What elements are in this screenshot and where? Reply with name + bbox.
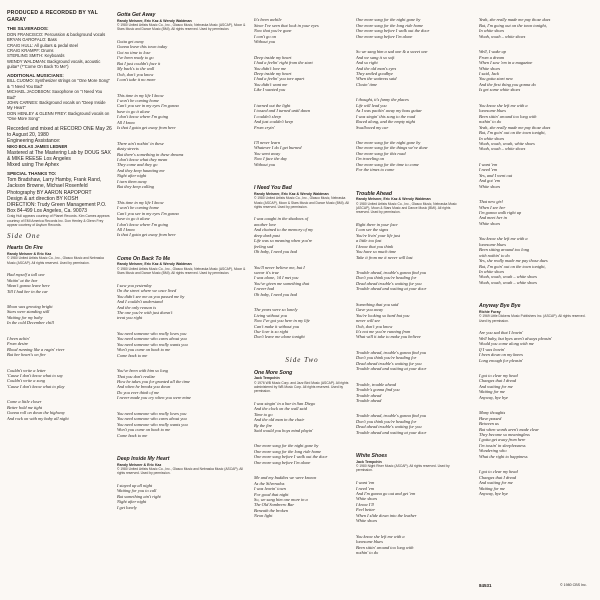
song-publishing: © 1980 Night River Music (ASCAP). All rights reserved. Used by permission. <box>356 464 450 473</box>
lyric-stanza: I was singin' in a bar in San Diego And the clock on the wall said Time to go And the old man in the chair By the fire Said would you boys mind playin' <box>254 400 316 433</box>
song-writers: Jack Tempchin <box>356 459 382 464</box>
lyric-stanza: I got to clear my head Changes that I dread And waiting for me Waiting for me Anyway, bye bye <box>479 469 518 496</box>
song-hearts-on-fire <box>7 245 112 431</box>
song-writers: Randy Meisner, Eric Kaz & Wendy Waldman <box>117 262 192 267</box>
band-member: BRYAN GAROFALO: Bass <box>7 37 57 43</box>
song-title: Anyway Bye Bye <box>479 303 521 310</box>
lyric-stanza: I was caught in the shadows of another love And chained to the memory of my deep dark past Life was so meaning when you're feeling sad Oh baby, I need you bad <box>254 216 314 255</box>
additional-heading: ADDITIONAL MUSICIANS: <box>7 72 64 78</box>
song-publishing: © 1980 United Artists Music Co., Inc., Glasco Music, Nebraska Music (ASCAP), Moon & Stars Music and Dance Music (BMI). All rights reserved. Used by permission. <box>117 266 246 276</box>
lyric-stanza: Something that you said Gave you away You're looking so hard but you never will see Ooh, don't you know It's not me you're running from What will it take to make you believe <box>356 301 421 340</box>
lyric-stanza: You know she left me with a lonesome blues Been sittin' around too long with nothin' to do <box>356 533 414 556</box>
lyrics-column-5 <box>479 10 593 514</box>
song-anyway-bye-bye <box>479 303 593 506</box>
lyric-stanza: You need someone who really loves you You need someone who cares about you You need someone who really wants you Won't you come on back to me Come back to me <box>117 330 188 358</box>
song-deep-inside <box>117 456 247 520</box>
lyric-stanza: That new girl When I see her I'm gonna walk right up And meet her in White shoes <box>479 199 522 226</box>
thanks-list: Tom Bradshaw, Larry Hamby, Frank Rand, Jackson Browne, Michael Rosenfeld <box>7 177 102 190</box>
band-heading: THE SILVERADOS: <box>7 26 49 31</box>
lyric-stanza: Right there in your face I can see the signs You're livin' your life just a little too fast I know that you think You have so much time Take it from me it never will last <box>356 221 413 260</box>
song-trouble-ahead <box>356 191 460 445</box>
lyric-stanza: Trouble ahead, trouble's gonna find you Don't you think you're heading for Dead ahead trouble's waiting for you Trouble ahead and waiting at your door <box>356 413 427 435</box>
song-publishing: © 1976 WB Music Corp. and Jazz Bird Music (ASCAP). All rights administered by WB Music Corp. All rights reserved. Used by permission. <box>254 380 349 394</box>
song-writers: Randy Meisner, Eric Kaz & Wendy Waldman <box>117 18 192 23</box>
band-member: DON FRANCISCO: Percussion & background vocals <box>7 31 106 37</box>
lyric-stanza: I saw you yesterday On the street where we once lived You didn't see me as you passed me by And I couldn't understand And the only reason is The one you're with just doesn't treat you right <box>117 282 185 321</box>
lyric-stanza: Trouble ahead, trouble's gonna find you Don't you think you're heading for Dead ahead trouble's waiting for you Trouble ahead and waiting at your door <box>356 349 427 372</box>
song-title: Trouble Ahead <box>356 190 393 197</box>
additional-musician: MICHAEL JACOBSON: Saxophone on "I Need You Bad" <box>7 89 103 100</box>
song-writers: Randy Meisner, Eric Kaz & Wendy Waldman <box>356 197 431 202</box>
lyric-stanza: Trouble, trouble ahead Trouble's gonna find you Trouble ahead Trouble ahead <box>356 381 400 403</box>
song-white-shoes <box>356 453 460 565</box>
lyric-stanza: I'll never learn Whatever I do I get burned You went away Now I face the day Without you <box>254 140 302 167</box>
lyric-stanza: So we sang him a sad one & a sweet one And we sang it so soft And so right And the old man's eyes They smiled goodbye When the waitress said Closin' time <box>356 49 428 87</box>
produced-by: PRODUCED & RECORDED BY YAL GARAY <box>7 10 98 23</box>
lyric-stanza: I got to clear my head Changes that I dread And waiting for me Waiting for me Anyway, bye bye <box>479 372 518 400</box>
song-publishing: © 1969 Little Dickens Music Publishers Inc. (ASCAP). All rights reserved. Used by permission. <box>479 314 586 323</box>
song-title: I Need You Bad <box>254 185 292 192</box>
catalog-number: 84531 <box>479 583 492 588</box>
credits-column <box>7 10 112 439</box>
lyrics-column-2 <box>117 10 247 528</box>
song-deep-inside-continued <box>254 12 350 177</box>
song-publishing: © 1980 United Artists Music Co., Inc., Glasco Music and Nebraska Music (ASCAP). All rights reserved. Used by permission. <box>117 467 243 476</box>
lyric-stanza: One more song for the night gone by One more song for the long ride home One more song before I walk out the door One more song before I'm alone <box>356 17 430 39</box>
mastered-info: Mastered at The Mastering Lab by DOUG SAX & MIKE REESE Los Angeles <box>7 149 111 162</box>
lyric-stanza: Trouble ahead, trouble's gonna find you Don't you think you're heading for Dead ahead trouble's waiting for you Trouble ahead and waiting at your door <box>356 269 427 292</box>
lyric-stanza: Moon was growing bright Stars were standing still Waiting for my baby In the cold December chill <box>7 303 54 326</box>
song-writers: Randy Meisner, Eric Kaz & Wendy Waldman <box>254 191 329 196</box>
lyric-stanza: Yeah, she really made me pay those dues But, I'm going out on the town tonight, In white shoes Woah, woah – white shoes <box>479 17 551 39</box>
engineering-label: Engineering Assistance: <box>7 138 61 145</box>
song-gotta-get-away <box>117 12 247 248</box>
additional-musician: BILL CUOMO: Synthesizer strings on "One More Song" & "I Need You Bad" <box>7 78 110 89</box>
lyric-stanza: It's been awhile Since I've seen that look in your eyes Now that you're gone I can't go on Without you <box>254 17 319 45</box>
song-publishing: © 1980 United Artists Music Co., Inc., Glasco Music, Nebraska Music (ASCAP), Moon & Stars Music and Dance Music (BMI). All rights reserved. Used by permission. <box>254 196 349 209</box>
side-one-label: Side One <box>7 231 41 240</box>
song-title: White Shoes <box>356 453 388 460</box>
lyric-stanza: Come a little closer Better hold me tight Gonna roll on down the highway And rock on with my baby all night <box>7 399 69 421</box>
song-title: Deep Inside My Heart <box>117 456 170 462</box>
lyric-stanza: You know she left me with a lonesome blues Been sitting around too long with nothin' to do Yes, she really made me pay those dues But, I'm goin' out on the town tonight, In white shoes Woah, woah, woah – white shoes Woah, woah, woah – white shoes <box>479 236 548 285</box>
song-white-shoes-continued <box>479 12 593 295</box>
lyric-stanza: Many thoughts Have passed Between us But when words aren't made clear They become so meaningless I gotta get away from here I'm tossin' in sleeplessness Wondering who What the right to happiness <box>479 410 540 459</box>
band-member: CRAIG KRAMPF: Drums <box>7 48 54 54</box>
lyric-stanza: Gotta get away Gonna leave this town today Got no time to lose I've been ready to go But I just couldn't face it My back's to the wall Ooh, don't you know I can't take it no more <box>117 38 168 83</box>
engineers: NIKO BOLAS JAMES LEDNER <box>7 144 68 150</box>
song-writers: Randy Meisner & Eric Kaz <box>7 251 52 256</box>
lyric-stanza: I turned out the light I tossed and I turned until dawn I couldn't sleep And just couldn't keep From cryin' <box>254 102 311 130</box>
recorded-info: Recorded and mixed at RECORD ONE May 26 to August 20, 1980 <box>7 125 112 138</box>
song-publishing: © 1980 United Artists Music Co., Inc., Glasco Music, Nebraska Music (ASCAP), Moon & Stars Music and Dance Music (BMI). All rights reserved. Used by permission. <box>356 201 457 215</box>
song-writers: Richie Furay <box>479 309 501 314</box>
lyric-stanza: Well, I wake up From a dream When I saw 'em in a magazine White shoes I said, Jack You gotta start new And the first thing you gonna do Is get some white shoes <box>479 49 536 93</box>
lyrics-column-3 <box>254 10 350 537</box>
design-credit: Design & art direction BY KOSH <box>7 195 79 202</box>
song-one-more-song <box>254 370 350 529</box>
lyric-stanza: Couldn't write a letter 'Cause I don't know what to say Couldn't write a song 'Cause I don't know what to play <box>7 367 65 389</box>
lyric-stanza: I thought, it's funny the places Life will lead you As I was packin' away my bass guitar I was singin' this song to the road Raced along, and the empty night Swallowed my car <box>356 97 422 130</box>
lyric-stanza: This time in my life I know I won't be coming home Can't you see in my eyes I'm gonna have to go it alone I don't know where I'm going All I know Is that I gotta get away from here <box>117 199 179 238</box>
lyric-stanza: Deep inside my heart I had a feelin' right from the start You didn't love me Deep inside my heart I had a feelin' you tore apart You didn't want me Like I wanted you <box>254 54 313 93</box>
side-two-label: Side Two <box>285 355 319 364</box>
lyric-stanza: This time in my life I know I won't be coming home Can't you see in my eyes I'm gonna have to go it alone I don't know where I'm going All I know Is that I gotta get away from here <box>117 92 179 131</box>
song-title: Gotta Get Away <box>117 12 156 18</box>
song-writers: Randy Meisner & Eric Kaz <box>117 462 162 467</box>
song-writers: Jack Tempchin <box>254 376 280 381</box>
lyric-stanza: Had myself a tall one Waitin' at the bar Wasn't gonna leave here Till I had her in the car <box>7 272 50 294</box>
lyric-stanza: The years were so lonely Living without you Now I've got you here in my life Can't make it without you Our love is so right Don't leave me alone tonight <box>254 307 310 340</box>
song-come-on-back <box>117 256 247 448</box>
lyric-stanza: I stayed up all night Waiting for you to call But something ain't right Night after night I get lonely <box>117 482 161 510</box>
song-publishing: © 1980 United Artists Music Co., Inc., Glasco Music and Nebraska Music (ASCAP). All rights reserved. Used by permission. <box>7 256 104 265</box>
thanks-heading: SPECIAL THANKS TO: <box>7 171 57 177</box>
song-title: Hearts On Fire <box>7 245 43 252</box>
song-publishing: © 1980 United Artists Music Co., Inc., Glasco Music, Nebraska Music (ASCAP), Moon & Stars Music and Dance Music (BMI). All rights reserved. Used by permission. <box>117 23 246 32</box>
lyric-stanza: You know she left me with a lonesome blues Been sittin' around too long with nothin' to do Yeah, she really made me pay those dues But, I'm goin' out on the town tonight, In white shoes Woah, woah, woah, white shoes Woah, woah – white shoes <box>479 102 551 152</box>
song-one-more-song-continued <box>356 12 460 183</box>
lyric-stanza: One more song for the night gone by One more song for the things we've done One more song for this road I'm traveling on One more song for the time to come For the times to come <box>356 140 428 173</box>
band-member: CRAIG HULL: All guitars & pedal steel <box>7 42 78 48</box>
additional-musician: DON HENLEY & GLENN FREY: Background vocals on "One More Song" <box>7 110 110 122</box>
lyric-stanza: Are you sad that I leavin' Well baby, but byes aren't always pleasin' Would you come along with me If I was leavin' I been down on my knees Long enough for pleasin' <box>479 330 552 363</box>
song-i-need-you-bad <box>254 185 350 350</box>
lyrics-column-4 <box>356 10 460 573</box>
lyric-stanza: I want 'em I need 'em Yes, and I went out And got 'em White shoes <box>479 161 513 189</box>
lyric-stanza: There ain't nothin' in these dusty streets But there's something in these dreams I don't know what they mean They come and they go And they keep haunting me Night after night I turn them away But they keep calling <box>117 140 184 190</box>
direction-credit: DIRECTION: Trudy Green Management P.O. Box 84-499 Los Angeles, Ca. 90073 <box>7 201 107 215</box>
photo-credit: Photography BY AARON RAPOPORT <box>7 189 92 196</box>
lyric-stanza: One more song for the night gone by One more song for the long ride home One more song before I walk out the door One more song before I'm alone <box>254 443 328 465</box>
additional-musician: JOHN CARNES: Background vocals on "Deep Inside My Heart" <box>7 100 106 111</box>
courtesy-notes: Craig Hull appears courtesy of Planet Records. Kim Carnes appears courtesy of EMI America Records Inc. Don Henley & Glenn Frey appear courtesy of Asylum Records. <box>7 214 110 228</box>
song-title: Come On Back To Me <box>117 255 171 262</box>
lyric-stanza: You need someone who really loves you You need someone who cares about you You need someone who really wants you Won't you come on back to me Come back to me <box>117 410 188 438</box>
lyric-stanza: You've been with him so long That you don't realize How he takes you for granted all the time And when he breaks you down Do you ever think of me I never made you cry when you were mine <box>117 368 191 401</box>
lyric-stanza: You'll never believe me, but I swear it's true I was alone, 'til I met you You've given me something that I never had Oh baby, I need you bad <box>254 264 310 297</box>
lyric-stanza: I been achin' From desire Blood running like a ragin' river But her heart's on fire <box>7 335 65 358</box>
copyright-notice: © 1980 CBS Inc. <box>560 583 587 587</box>
band-member: STERLING SMITH: Keyboards <box>7 53 65 59</box>
lyric-stanza: Me and my buddies we were known As the Silverados I was leavin' town For good that night So, we sang him one more in a The Old Sombrero Bar Beneath the broken Neon light <box>254 475 317 519</box>
mixed-info: Mixed using The Aphex <box>7 162 59 169</box>
lyric-stanza: I want 'em I need 'em And I'm gonna go out and get 'em White shoes I know I'll Feel better When I slide down into the leather White shoes <box>356 480 417 524</box>
band-member: WENDY WALDMAN: Background vocals, acoustic guitar* (*"Come On Back To Me") <box>7 58 101 70</box>
song-title: One More Song <box>254 369 293 376</box>
